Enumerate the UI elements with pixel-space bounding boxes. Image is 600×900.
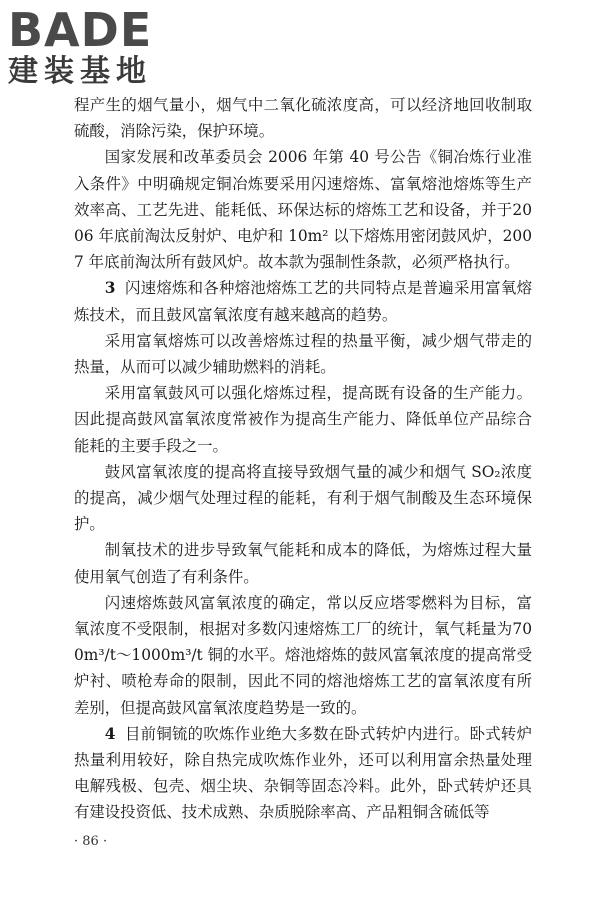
paragraph-2: 国家发展和改革委员会 2006 年第 40 号公告《铜冶炼行业准入条件》中明确规定铜冶炼要采用闪速熔炼、富氧熔池熔炼等生产效率高、工艺先进、能耗低、环保达标的熔炼工艺和设备，并于2006 年底前淘汰反射炉、电炉和 10m² 以下熔炼用密闭鼓风炉，2007 年底前淘汰所有鼓风炉。故本款为强制性条款，必须严格执行。 — [74, 148, 532, 272]
paragraph-9 — [74, 721, 532, 826]
logo-subtitle: 建装基地 — [8, 54, 152, 89]
clause-text: 闪速熔炼和各种熔池熔炼工艺的共同特点是普遍采用富氧熔炼技术，而且鼓风富氧浓度有越来越高的趋势。 — [74, 279, 532, 324]
document-body — [74, 92, 532, 826]
brand-logo — [8, 4, 178, 90]
logo-wordmark: BADE — [8, 3, 153, 57]
page-number: · 86 · — [74, 834, 108, 849]
paragraph-4: 采用富氧熔炼可以改善熔炼过程的热量平衡，减少烟气带走的热量，从而可以减少辅助燃料的消耗。 — [74, 331, 532, 377]
paragraph-5: 采用富氧鼓风可以强化熔炼过程，提高既有设备的生产能力。因此提高鼓风富氧浓度常被作为提高生产能力、降低单位产品综合能耗的主要手段之一。 — [74, 384, 532, 455]
paragraph-1: 程产生的烟气量小，烟气中二氧化硫浓度高，可以经济地回收制取硫酸，消除污染，保护环境。 — [74, 96, 532, 141]
clause-number: 4 — [104, 724, 116, 743]
paragraph-3 — [74, 275, 532, 327]
clause-text: 目前铜锍的吹炼作业绝大多数在卧式转炉内进行。卧式转炉热量利用较好，除自热完成吹炼作业外，还可以利用富余热量处理电解残极、包壳、烟尘块、杂铜等固态冷料。此外，卧式转炉还具有建设投资低、技术成熟、杂质脱除率高、产品粗铜含硫低等 — [74, 724, 532, 822]
paragraph-8: 闪速熔炼鼓风富氧浓度的确定，常以反应塔零燃料为目标，富氧浓度不受限制，根据对多数闪速熔炼工厂的统计，氧气耗量为700m³/t～1000m³/t 铜的水平。熔池熔炼的鼓风富氧浓度的提高常受炉衬、喷枪寿命的限制，因此不同的熔池熔炼工艺的富氧浓度有所差别，但提高鼓风富氧浓度趋势是一致的。 — [74, 593, 532, 717]
paragraph-7: 制氧技术的进步导致氧气能耗和成本的降低，为熔炼过程大量使用氧气创造了有利条件。 — [74, 541, 532, 586]
clause-number: 3 — [104, 279, 116, 298]
paragraph-6: 鼓风富氧浓度的提高将直接导致烟气量的减少和烟气 SO₂浓度的提高，减少烟气处理过程的能耗，有利于烟气制酸及生态环境保护。 — [74, 462, 532, 534]
